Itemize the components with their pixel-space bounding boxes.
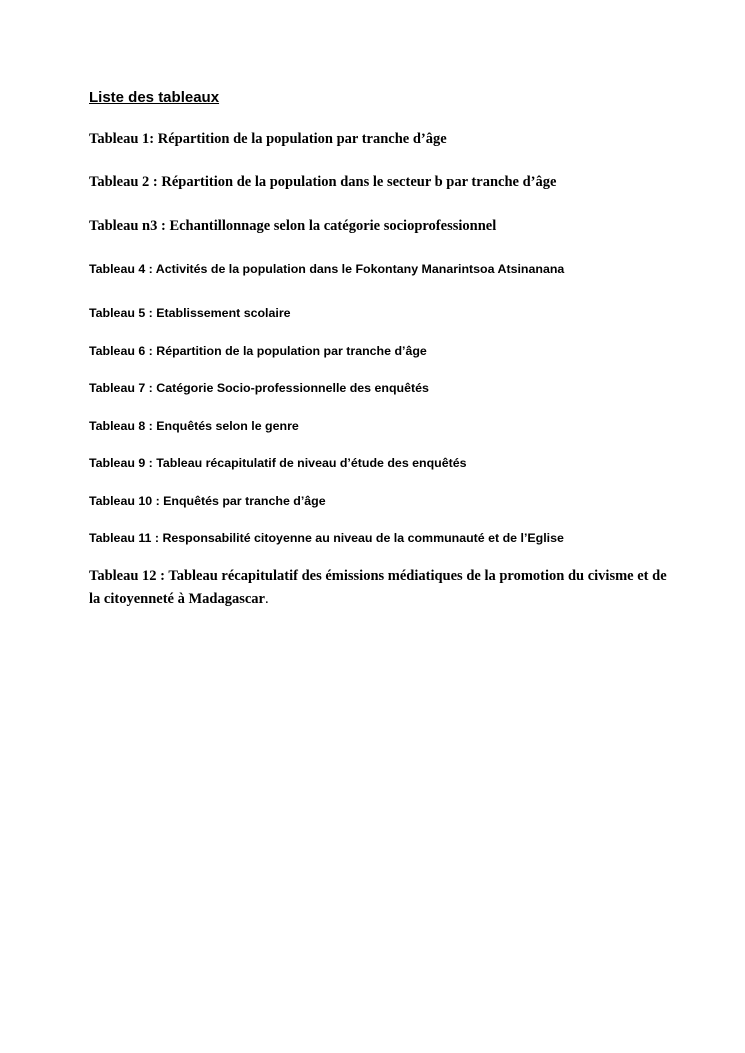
table-entry-3: Tableau n3 : Echantillonnage selon la catégorie socioprofessionnel xyxy=(89,218,497,234)
table-entry-12-period: . xyxy=(264,591,269,607)
table-entry-7: Tableau 7 : Catégorie Socio-professionnelle des enquêtés xyxy=(89,381,429,395)
table-entry-10: Tableau 10 : Enquêtés par tranche d’âge xyxy=(89,494,326,508)
table-entry-8: Tableau 8 : Enquêtés selon le genre xyxy=(89,419,299,433)
table-entry-2: Tableau 2 : Répartition de la population dans le secteur b par tranche d’âge xyxy=(89,174,557,190)
table-entry-1: Tableau 1: Répartition de la population par tranche d’âge xyxy=(89,131,447,147)
table-entry-9: Tableau 9 : Tableau récapitulatif de niveau d’étude des enquêtés xyxy=(89,456,467,470)
table-entry-6: Tableau 6 : Répartition de la population par tranche d’âge xyxy=(89,344,427,358)
list-of-tables-heading: Liste des tableaux xyxy=(89,89,220,106)
table-entry-11: Tableau 11 : Responsabilité citoyenne au niveau de la communauté et de l’Eglise xyxy=(89,531,564,545)
table-entry-4: Tableau 4 : Activités de la population dans le Fokontany Manarintsoa Atsinanana xyxy=(89,262,565,276)
table-entry-12 xyxy=(89,565,679,611)
table-entry-12-text: Tableau 12 : Tableau récapitulatif des émissions médiatiques de la promotion du civisme et de la citoyenneté à Madagascar xyxy=(89,568,667,607)
table-entry-5: Tableau 5 : Etablissement scolaire xyxy=(89,306,291,320)
